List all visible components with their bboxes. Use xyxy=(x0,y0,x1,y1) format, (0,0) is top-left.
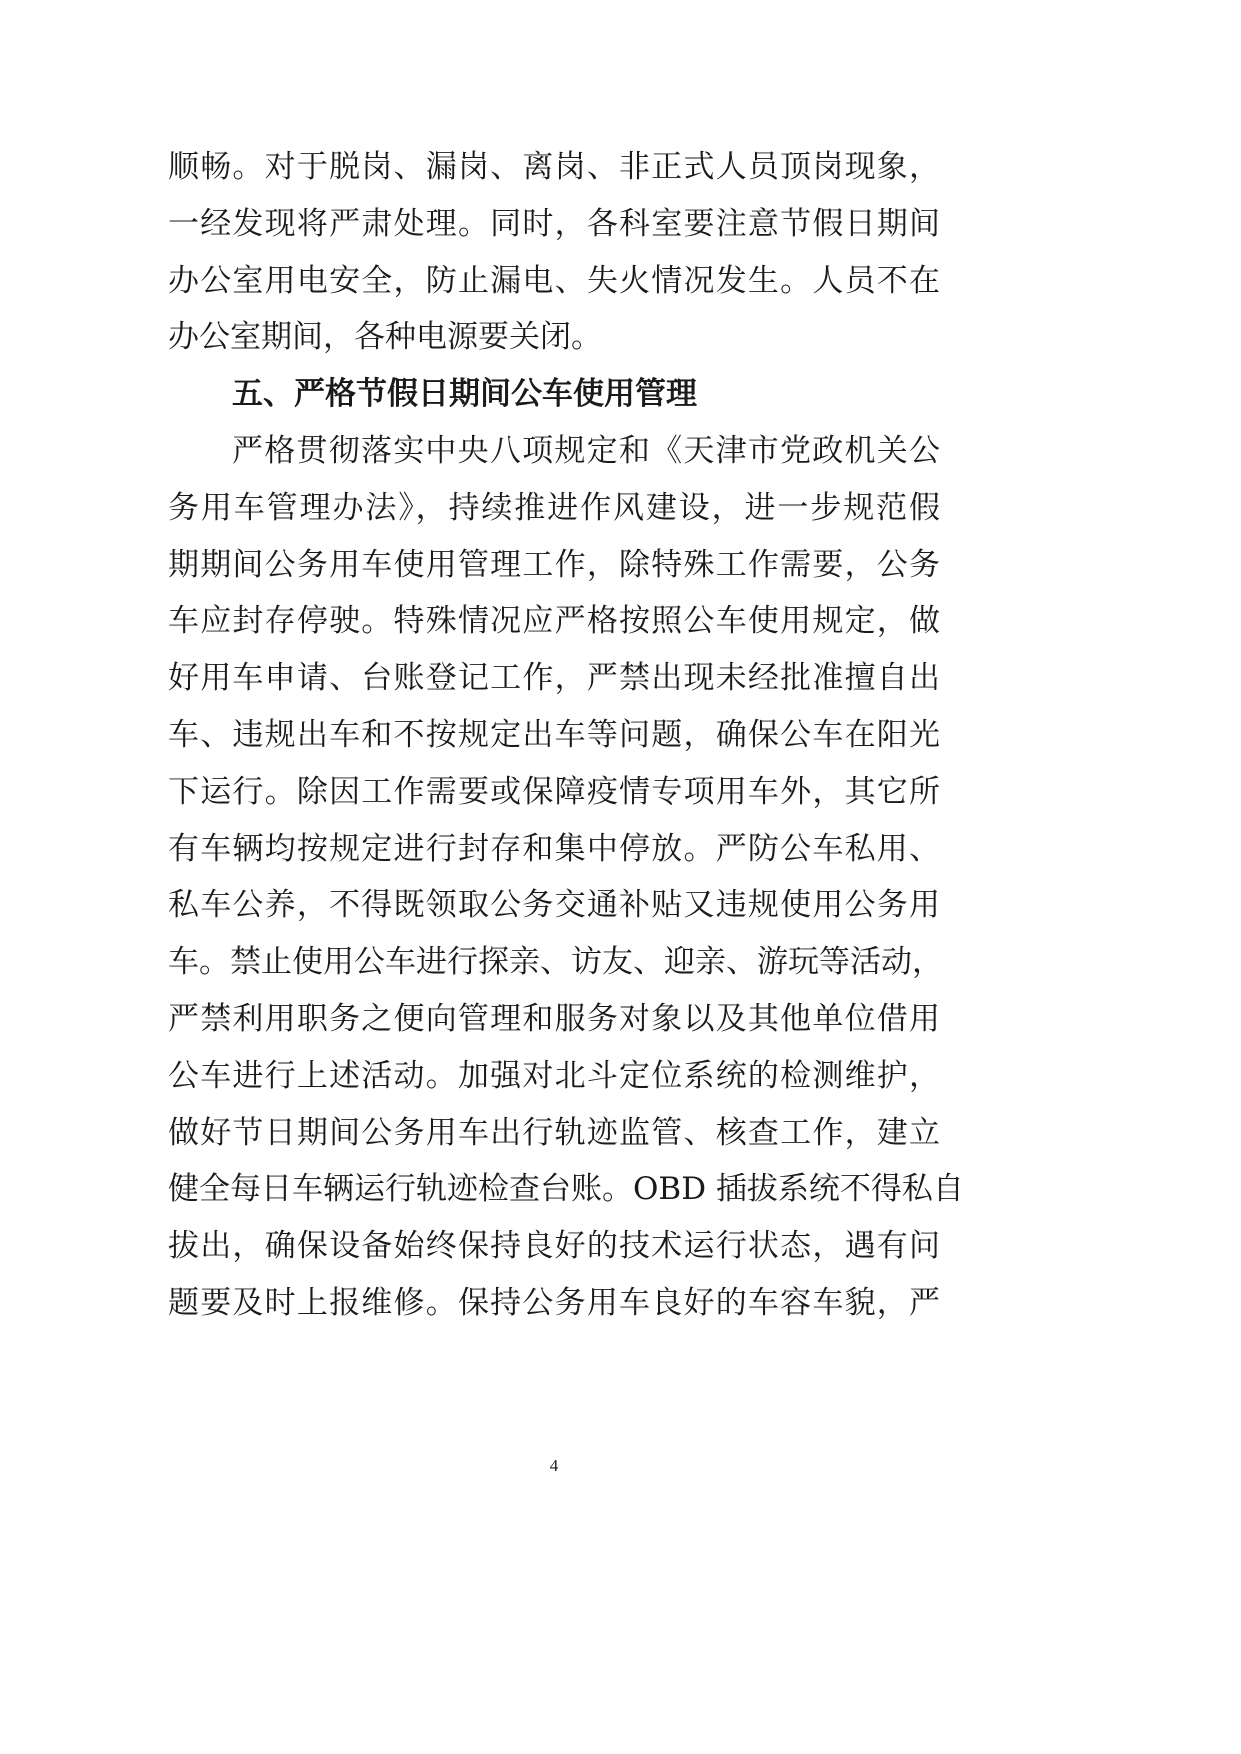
section-heading-block xyxy=(168,366,940,423)
text-line: 做好节日期间公务用车出行轨迹监管、核查工作，建立 xyxy=(168,1114,940,1151)
text-line: 下运行。除因工作需要或保障疫情专项用车外，其它所 xyxy=(168,773,940,810)
text-line: 严禁利用职务之便向管理和服务对象以及其他单位借用 xyxy=(168,1000,940,1037)
text-line: 有车辆均按规定进行封存和集中停放。严防公车私用、 xyxy=(168,830,940,867)
text-line: 期期间公务用车使用管理工作，除特殊工作需要，公务 xyxy=(168,546,940,583)
text-line: 一经发现将严肃处理。同时，各科室要注意节假日期间 xyxy=(168,205,940,242)
text-line: 严格贯彻落实中央八项规定和《天津市党政机关公 xyxy=(232,432,940,469)
text-line: 顺畅。对于脱岗、漏岗、离岗、非正式人员顶岗现象， xyxy=(168,149,940,185)
page-number: 4 xyxy=(549,1456,559,1475)
text-line: 健全每日车辆运行轨迹检查台账。OBD 插拔系统不得私自 xyxy=(168,1171,964,1208)
text-line: 务用车管理办法》，持续推进作风建设，进一步规范假 xyxy=(168,489,940,526)
text-line: 私车公养，不得既领取公务交通补贴又违规使用公务用 xyxy=(168,887,940,924)
section-heading: 五、严格节假日期间公车使用管理 xyxy=(232,376,697,413)
text-line: 办公室用电安全，防止漏电、失火情况发生。人员不在 xyxy=(168,262,940,299)
text-line: 题要及时上报维修。保持公务用车良好的车容车貌，严 xyxy=(168,1284,940,1321)
text-line: 公车进行上述活动。加强对北斗定位系统的检测维护， xyxy=(168,1057,940,1094)
paragraph-vehicle-management xyxy=(168,423,964,1332)
text-line: 车、违规出车和不按规定出车等问题，确保公车在阳光 xyxy=(168,716,940,753)
text-line: 车应封存停驶。特殊情况应严格按照公车使用规定，做 xyxy=(168,603,940,640)
text-line: 车。禁止使用公车进行探亲、访友、迎亲、游玩等活动， xyxy=(168,944,943,981)
text-line: 拔出，确保设备始终保持良好的技术运行状态，遇有问 xyxy=(168,1228,940,1265)
paragraph-continued xyxy=(168,139,940,366)
text-line: 办公室期间，各种电源要关闭。 xyxy=(168,319,602,356)
text-line: 好用车申请、台账登记工作，严禁出现未经批准擅自出 xyxy=(168,660,940,697)
body-text xyxy=(168,139,964,1332)
